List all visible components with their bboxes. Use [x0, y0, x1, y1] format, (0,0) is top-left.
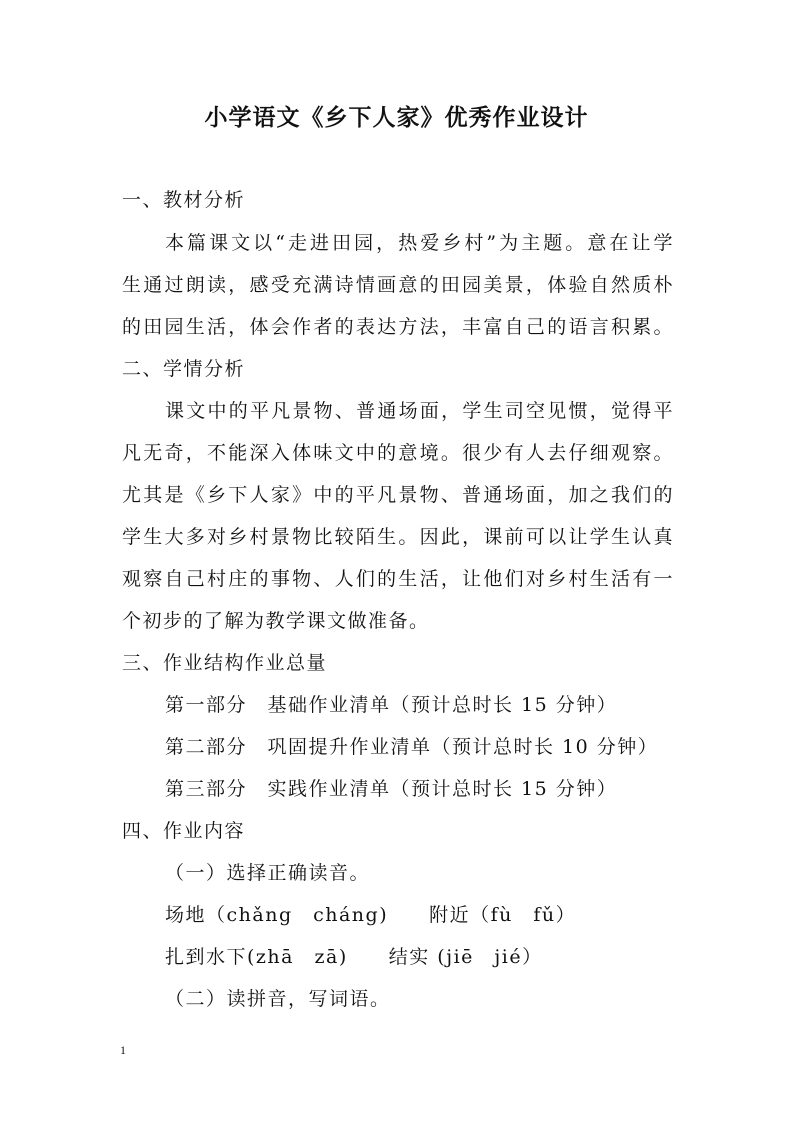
paragraph-line: 尤其是《乡下人家》中的平凡景物、普通场面，加之我们的 — [122, 484, 674, 506]
section-heading-homework-structure: 三、作业结构作业总量 — [122, 652, 328, 674]
page-number: 1 — [120, 1043, 126, 1057]
paragraph-line: 个初步的了解为教学课文做准备。 — [122, 610, 430, 632]
paragraph-line: 凡无奇，不能深入体味文中的意境。很少有人去仔细观察。 — [122, 442, 674, 464]
task-heading-write-words: （二）读拼音，写词语。 — [165, 988, 391, 1010]
pinyin-exercise-line: 场地（chǎng cháng) 附近（fù fǔ） — [165, 904, 577, 926]
homework-part-item: 第二部分 巩固提升作业清单（预计总时长 10 分钟） — [165, 736, 659, 758]
paragraph-line: 学生大多对乡村景物比较陌生。因此，课前可以让学生认真 — [122, 526, 674, 548]
homework-part-item: 第三部分 实践作业清单（预计总时长 15 分钟） — [165, 778, 618, 800]
paragraph-line: 的田园生活，体会作者的表达方法，丰富自己的语言积累。 — [122, 316, 674, 338]
paragraph-line: 生通过朗读，感受充满诗情画意的田园美景，体验自然质朴 — [122, 274, 674, 296]
paragraph-line: 观察自己村庄的事物、人们的生活，让他们对乡村生活有一 — [122, 568, 674, 590]
section-heading-homework-content: 四、作业内容 — [122, 820, 246, 842]
paragraph-line: 本篇课文以“走进田园，热爱乡村”为主题。意在让学 — [165, 232, 674, 254]
section-heading-learner-analysis: 二、学情分析 — [122, 358, 246, 380]
task-heading-choose-pronunciation: （一）选择正确读音。 — [165, 862, 371, 884]
document-title: 小学语文《乡下人家》优秀作业设计 — [204, 105, 589, 131]
paragraph-line: 课文中的平凡景物、普通场面，学生司空见惯，觉得平 — [165, 400, 674, 422]
section-heading-textbook-analysis: 一、教材分析 — [122, 189, 246, 211]
pinyin-exercise-line: 扎到水下(zhā zā) 结实 (jiē jié） — [165, 946, 543, 968]
homework-part-item: 第一部分 基础作业清单（预计总时长 15 分钟） — [165, 694, 618, 716]
